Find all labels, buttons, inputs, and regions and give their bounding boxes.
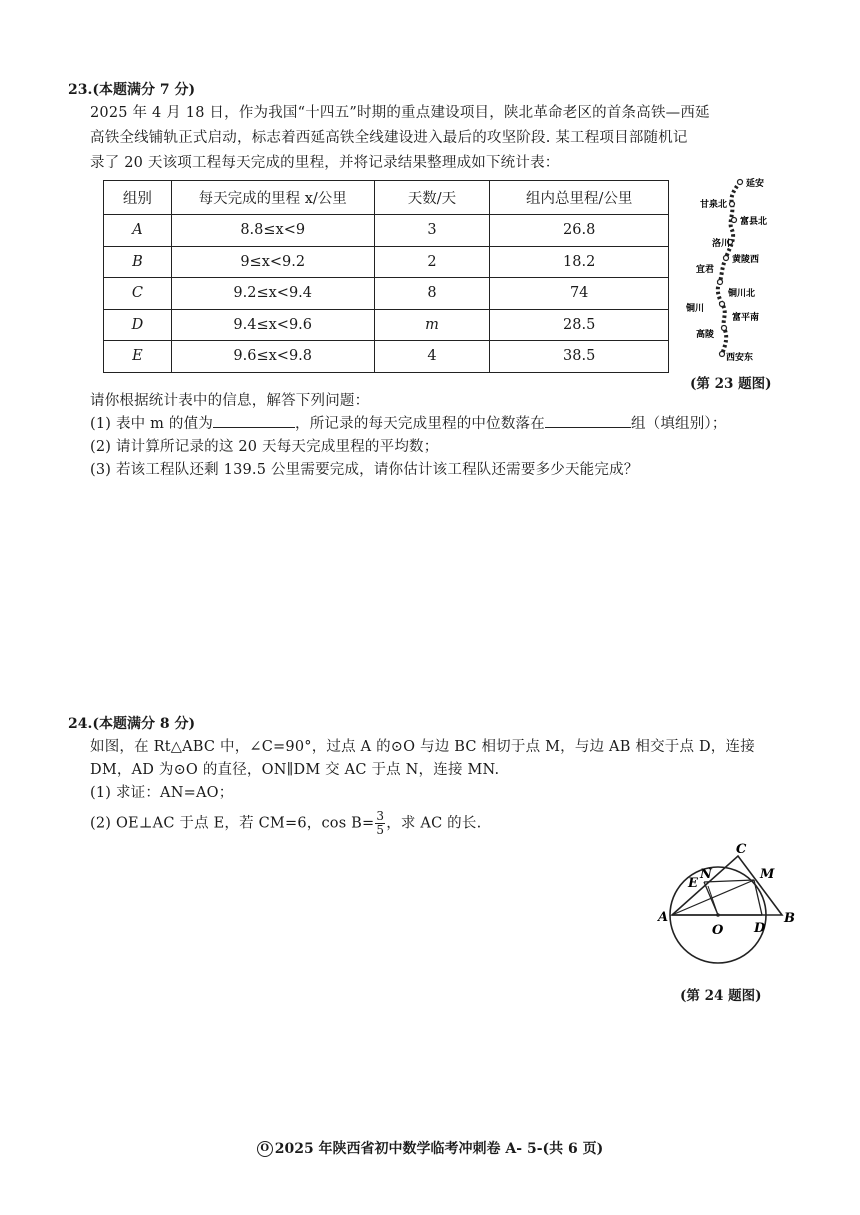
question-23-header bbox=[68, 80, 195, 100]
question-23-intro-line-1: 2025 年 4 月 18 日，作为我国“十四五”时期的重点建设项目，陕北革命老区的首条高铁—西延 bbox=[90, 105, 710, 121]
label-a: A bbox=[658, 910, 669, 925]
question-24-header bbox=[68, 714, 195, 734]
table-header-cell: 每天完成的里程 x/公里 bbox=[171, 181, 374, 215]
footer-text: 2025 年陕西省初中数学临考冲刺卷 A- 5-(共 6 页) bbox=[274, 1141, 604, 1157]
station-label: 洛川 bbox=[712, 239, 731, 249]
table-row bbox=[104, 341, 669, 373]
table-cell: 28.5 bbox=[490, 309, 669, 341]
label-o: O bbox=[712, 923, 724, 938]
station-dot bbox=[724, 256, 729, 261]
question-23-prompt: 请你根据统计表中的信息，解答下列问题： bbox=[90, 393, 370, 409]
table-cell: C bbox=[104, 278, 172, 310]
table-cell: D bbox=[104, 309, 172, 341]
station-dot bbox=[732, 218, 737, 223]
label-c: C bbox=[736, 842, 747, 857]
label-d: D bbox=[754, 921, 766, 936]
railway-route-map bbox=[682, 170, 800, 370]
question-23-intro-line-3: 录了 20 天该项工程每天完成的里程，并将记录结果整理成如下统计表： bbox=[90, 155, 560, 171]
question-23-sub1 bbox=[90, 413, 727, 435]
table-cell: 9.2≤x<9.4 bbox=[171, 278, 374, 310]
table-row bbox=[104, 309, 669, 341]
fraction-denominator: 5 bbox=[376, 823, 385, 837]
label-b: B bbox=[784, 911, 795, 926]
table-cell: 9.4≤x<9.6 bbox=[171, 309, 374, 341]
table-cell: 74 bbox=[490, 278, 669, 310]
question-23-intro-line-2: 高铁全线铺轨正式启动，标志着西延高铁全线建设进入最后的攻坚阶段. 某工程项目部随机记 bbox=[90, 130, 688, 146]
station-dot bbox=[720, 302, 725, 307]
table-row bbox=[104, 215, 669, 247]
sub1-text-c: 组（填组别）； bbox=[630, 416, 727, 432]
table-cell: 3 bbox=[374, 215, 490, 247]
question-24-score: (本题满分 8 分) bbox=[92, 716, 196, 732]
table-cell: E bbox=[104, 341, 172, 373]
table-cell: 18.2 bbox=[490, 246, 669, 278]
question-24-number: 24. bbox=[68, 716, 93, 732]
station-label: 铜川北 bbox=[728, 289, 756, 299]
station-label: 高陵 bbox=[696, 330, 715, 340]
station-label: 西安东 bbox=[726, 353, 754, 363]
table-cell: A bbox=[104, 215, 172, 247]
table-cell: m bbox=[374, 309, 490, 341]
fraction-numerator: 3 bbox=[376, 809, 385, 823]
table-cell: 38.5 bbox=[490, 341, 669, 373]
station-label: 富县北 bbox=[740, 217, 768, 227]
station-label: 黄陵西 bbox=[732, 255, 760, 265]
label-n: N bbox=[700, 867, 712, 882]
table-cell: 9≤x<9.2 bbox=[171, 246, 374, 278]
table-header-cell: 组内总里程/公里 bbox=[490, 181, 669, 215]
sub1-text-b: ，所记录的每天完成里程的中位数落在 bbox=[295, 416, 545, 432]
figure-23-caption: (第 23 题图) bbox=[690, 376, 772, 392]
table-header-row bbox=[104, 181, 669, 215]
sub2-text-b: ，求 AC 的长. bbox=[386, 815, 482, 832]
station-label: 宜君 bbox=[696, 265, 715, 275]
question-24-sub2 bbox=[90, 810, 481, 837]
page-footer bbox=[0, 1138, 860, 1158]
point-o bbox=[716, 913, 720, 917]
table-cell: 8 bbox=[374, 278, 490, 310]
table-cell: 8.8≤x<9 bbox=[171, 215, 374, 247]
question-23-score: (本题满分 7 分) bbox=[92, 82, 196, 98]
table-row bbox=[104, 246, 669, 278]
station-label: 延安 bbox=[746, 179, 765, 189]
station-dot bbox=[730, 202, 735, 207]
question-24-sub1: (1) 求证：AN=AO； bbox=[90, 785, 234, 801]
table-header-cell: 组别 bbox=[104, 181, 172, 215]
station-label: 富平南 bbox=[732, 313, 760, 323]
statistics-table bbox=[103, 180, 669, 373]
question-24-line-1: 如图，在 Rt△ABC 中，∠C=90°，过点 A 的⊙O 与边 BC 相切于点 M，与边 AB 相交于点 D，连接 bbox=[90, 739, 755, 755]
footer-logo-icon: O bbox=[257, 1141, 273, 1157]
station-label: 甘泉北 bbox=[700, 200, 728, 210]
table-cell: 2 bbox=[374, 246, 490, 278]
question-24-line-2: DM，AD 为⊙O 的直径，ON∥DM 交 AC 于点 N，连接 MN. bbox=[90, 762, 500, 778]
sub1-text-a: (1) 表中 m 的值为 bbox=[90, 416, 214, 432]
fraction bbox=[375, 810, 385, 837]
question-23-sub3: (3) 若该工程队还剩 139.5 公里需要完成，请你估计该工程队还需要多少天能完成？ bbox=[90, 462, 639, 478]
question-23-sub2: (2) 请计算所记录的这 20 天每天完成里程的平均数； bbox=[90, 439, 439, 455]
figure-24-caption: (第 24 题图) bbox=[680, 988, 762, 1004]
station-dot bbox=[722, 326, 727, 331]
question-23-number: 23. bbox=[68, 82, 93, 98]
station-dot bbox=[738, 180, 743, 185]
station-dot bbox=[718, 280, 723, 285]
table-cell: B bbox=[104, 246, 172, 278]
answer-blank-m[interactable] bbox=[213, 413, 295, 428]
table-cell: 9.6≤x<9.8 bbox=[171, 341, 374, 373]
segment-oe bbox=[708, 886, 718, 915]
answer-blank-group[interactable] bbox=[545, 413, 631, 428]
table-header-cell: 天数/天 bbox=[374, 181, 490, 215]
station-label: 铜川 bbox=[686, 304, 705, 314]
station-dot bbox=[720, 352, 725, 357]
label-m: M bbox=[760, 867, 775, 882]
label-e: E bbox=[688, 876, 698, 891]
table-row bbox=[104, 278, 669, 310]
geometry-figure bbox=[650, 842, 800, 972]
table-cell: 26.8 bbox=[490, 215, 669, 247]
sub2-text-a: (2) OE⊥AC 于点 E，若 CM=6，cos B= bbox=[90, 815, 375, 832]
table-cell: 4 bbox=[374, 341, 490, 373]
segment-am bbox=[672, 880, 754, 915]
